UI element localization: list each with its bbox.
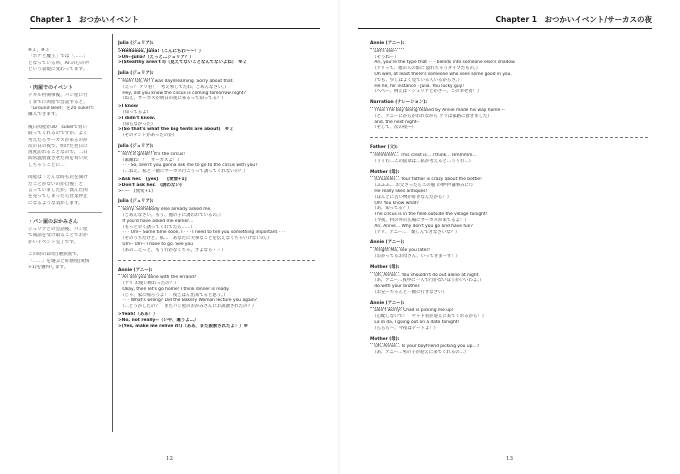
dialogue-line: （もっと早く誘ってくれてたら……） bbox=[118, 224, 195, 230]
dialogue-line: Ari, you're the type that · · · blends into someone else's shadow. bbox=[370, 60, 516, 66]
dialogue-line: （でも、少しはよく見ている人いるからさ。） bbox=[370, 77, 463, 83]
speaker-label: Mother (母): bbox=[370, 170, 399, 178]
dialogue-line: （今夜、村の外の広場にサーカスが来てるよ！） bbox=[370, 217, 469, 223]
dialogue-line: Hey, did you know the circus is coming tomorrow night? bbox=[118, 90, 246, 96]
sidebar-note-line: 購入できます。 bbox=[28, 112, 60, 118]
sidebar-note-line: この時の1回目選択肢で、 bbox=[28, 252, 82, 258]
dialogue-line: （知ってるよ） bbox=[118, 109, 151, 115]
dialogue-line: He he, for instance · Julia. You lucky guy! bbox=[370, 83, 464, 89]
dialogue-choice: >Ask her. [yes] [愛情+1] bbox=[118, 176, 187, 182]
dialogue-line: （あ、アニー…夜中に一人で行かないほうがいいわよ。） bbox=[370, 278, 484, 284]
sidebar-note-line: 後日肉屋が30 sukelで買い bbox=[28, 124, 88, 130]
dialogue-line: （えっ？ アリ君！ 考え事してたわ。ごめんなさい。） bbox=[118, 84, 229, 90]
sidebar-note-line: 間常温放置させた肉を買い戻 bbox=[28, 156, 88, 162]
dialogue-line: （アリ、アニー… 楽しんできなさいな？） bbox=[370, 229, 460, 235]
speaker-label: Annie (アニー): bbox=[370, 240, 404, 248]
speaker-label: Mother (母): bbox=[370, 265, 399, 273]
dialogue-line: （わかってるお母さん、いってきまーす！） bbox=[370, 253, 461, 259]
dialogue-line: Isn't it great!! It's the circus! bbox=[118, 151, 186, 157]
dialogue-line: do with your brother. bbox=[370, 284, 421, 290]
sidebar-note-line: くまでに肉屋で会話すると、 bbox=[28, 99, 88, 105]
dialogue-choice: >(Stealthy aren't I)（見えてないことなんてないよね） ※２ bbox=[118, 60, 247, 66]
speaker-row bbox=[118, 68, 323, 79]
speaker-label: Narration (ナレーション): bbox=[370, 100, 427, 108]
left-page-header: Chapter 1 おつかいイベント bbox=[30, 15, 139, 24]
dialogue-line: （心配しないで！ チャド君が迎えに来てくれるから！） bbox=[370, 314, 487, 320]
sidebar-note-line: 考えたらサーカスが来るのが bbox=[28, 137, 88, 143]
dialogue-line: （そのうちだけど、私… あなたに大事なことを伝えなくちゃいけないの。） bbox=[118, 236, 272, 242]
sidebar-note-block bbox=[28, 78, 108, 207]
dialogue-line: · · · So, aren't you gonna ask me to go to the circus with you? bbox=[118, 163, 258, 169]
dialogue-line: （…ねえ、私と一緒にサーカス行こうって誘ってくれないの？） bbox=[118, 169, 248, 175]
sidebar-note-line: という表現に変わってます。 bbox=[28, 66, 88, 72]
dialogue-line: （あ、知ってる？） bbox=[370, 206, 412, 212]
dialogue-choice: >Yeah!（ああ！） bbox=[118, 312, 158, 318]
sidebar-note-block bbox=[28, 48, 108, 73]
dialogue-line: （お兄ーちゃんと一緒に行きなさい） bbox=[370, 289, 447, 295]
dialogue-line: · · · What's wrong? Did the Bakery Woman lecture you again? bbox=[118, 298, 257, 304]
speaker-row bbox=[370, 237, 660, 248]
sidebar-note-line: 「……」を選ぶと好感度[愛情 bbox=[28, 258, 90, 264]
sidebar-note-line: テキル村関事後、パン屋に行 bbox=[28, 93, 88, 99]
dialogue-line: Don't worry! Chad is picking me up! bbox=[370, 308, 454, 314]
sidebar-rule bbox=[28, 212, 102, 213]
sidebar-note-line: しちゃうことに… bbox=[28, 162, 65, 168]
sidebar-note-heading: ・パン屋のおかみさん bbox=[28, 218, 79, 225]
speaker-row bbox=[118, 141, 323, 152]
left-column-divider bbox=[112, 34, 113, 432]
sidebar-note-block bbox=[28, 212, 108, 271]
dialogue-line: （ごめんなさい。もう、他の子に誘われているの。） bbox=[118, 212, 224, 218]
right-page-header: Chapter 1 おつかいイベント/サーカスの夜 bbox=[495, 15, 652, 24]
dialogue-line: （ヘヘー、例えば・ジュリアとかさー。この幸せ者！） bbox=[370, 89, 482, 95]
sidebar-note-line: ジュリアとの会話後、パン屋 bbox=[28, 227, 88, 233]
speaker-label: Father (父): bbox=[370, 145, 398, 153]
speaker-label: Julia (ジュリア): bbox=[118, 144, 154, 152]
dialogue-line: （あの…えっと、もう行かなくちゃ。さよなら・・） bbox=[118, 247, 226, 253]
speaker-row bbox=[370, 262, 660, 273]
speaker-label: Julia (ジュリア): bbox=[118, 41, 154, 49]
dialogue-choice: >Uh--Julia?（えっと…ジュリア？） bbox=[118, 54, 194, 60]
speaker-row bbox=[370, 298, 660, 309]
speaker-label: Annie (アニー): bbox=[370, 41, 404, 49]
dialogue-line: · · · Um-- Some time soon, I · · · I need to tell you something important · · · bbox=[118, 230, 286, 236]
scene-separator bbox=[118, 260, 315, 261]
dialogue-choice: >Helloooo, Julia!（こんにちわ～～！） bbox=[118, 48, 204, 54]
speaker-row bbox=[370, 38, 660, 49]
sidebar-note-line: たことがないのが自慢」と bbox=[28, 181, 84, 187]
sidebar-note-line: 再度訪れることなので、二日 bbox=[28, 150, 88, 156]
dialogue-line: Okay, then let's go home! I think dinner is ready. bbox=[118, 286, 230, 292]
dialogue-line: Oh! You know what? bbox=[370, 200, 419, 206]
dialogue-line: （そうねー） bbox=[370, 54, 399, 60]
dialogue-line: Ari are you done with the errand? bbox=[118, 275, 197, 281]
dialogue-line: （アリって、他の人の影に 隠れちゃうタイプだもの。） bbox=[370, 66, 481, 72]
speaker-row bbox=[370, 334, 660, 345]
sidebar-note-line: 肉屋は「どんな時も店を開け bbox=[28, 175, 88, 181]
dialogue-line: Sorry. Somebody else already asked me. bbox=[118, 207, 212, 213]
speaker-row bbox=[370, 97, 660, 108]
right-page bbox=[340, 0, 680, 474]
dialogue-line: Huh? Oh, Ar! I was daydreaming. Sorry about that. bbox=[118, 78, 234, 84]
speaker-label: Julia (ジュリア): bbox=[118, 199, 154, 207]
dialogue-line: （…どうかしたの？ またパン屋のおかみさんにお説教されたの？） bbox=[118, 304, 257, 310]
dialogue-choice: >(So that's what the big tents are about) ※２ bbox=[118, 127, 234, 133]
speaker-label: Annie (アニー): bbox=[370, 301, 404, 309]
speaker-row bbox=[370, 142, 660, 153]
dialogue-line: （知らなかった） bbox=[118, 121, 156, 127]
sidebar-note-line: になるような気がします。 bbox=[28, 200, 83, 206]
sidebar-rule bbox=[28, 78, 102, 79]
dialogue-line: If you'd have asked me earlier… bbox=[118, 218, 194, 224]
dialogue-line: Let's see-- bbox=[370, 48, 397, 54]
dialogue-line: （ららら～、今夜はデートよ！） bbox=[370, 325, 439, 331]
dialogue-line: （うぅむ…この紋章は…私が考えると…うぅむ…） bbox=[370, 158, 474, 164]
dialogue-line: Hmmmm… This crest is… I think… Hmmmm… bbox=[370, 152, 477, 158]
speaker-label: Mother (母): bbox=[370, 337, 399, 345]
sidebar-note-line: で商品を受け取ることでおか bbox=[28, 233, 88, 239]
speaker-row bbox=[118, 196, 323, 207]
sidebar-note-line: +1]を獲得します。 bbox=[28, 264, 69, 270]
right-header-rule bbox=[358, 28, 652, 29]
left-sidebar-notes bbox=[28, 48, 108, 428]
speaker-label: Julia (ジュリア): bbox=[118, 71, 154, 79]
sidebar-note-line: を売ってしまったら営業停止 bbox=[28, 194, 88, 200]
dialogue-line: Oh well, at least there's someone who sees some good in you. bbox=[370, 71, 512, 77]
dialogue-line: （ほんとに古い物が好きなんだから！） bbox=[370, 194, 452, 200]
dialogue-line: Alright Ma, see you later! bbox=[370, 248, 431, 254]
left-dialogue-column bbox=[118, 38, 323, 329]
dialogue-line: （あ、アニー…男の子が迎えに来てくれるの…） bbox=[370, 350, 469, 356]
dialogue-line: Ari, Annie… Why don't you go and have fun? bbox=[370, 223, 473, 229]
dialogue-choice: >Don't ask her. (誘わない) bbox=[118, 182, 182, 188]
dialogue-line: （ねえ、サーカスが明日の夜に来るって知ってる？） bbox=[118, 96, 226, 102]
dialogue-choice: >I didn't know. bbox=[118, 115, 156, 121]
dialogue-line: （じゃ、家に帰ろうよ！ 夜ごはん出来てると思う。） bbox=[118, 292, 228, 298]
scene-separator bbox=[370, 137, 648, 138]
right-dialogue-column bbox=[370, 38, 660, 356]
speaker-label: Annie (アニー): bbox=[118, 268, 152, 276]
sidebar-note-line: 「Ground Beef」を20 sukelで bbox=[28, 106, 95, 112]
sidebar-note-line: 「ポケと魔王」では「……」 bbox=[28, 54, 88, 60]
dialogue-line: (Chuckle)… Your father is crazy about the bottle! bbox=[370, 177, 482, 183]
speaker-row bbox=[118, 265, 323, 276]
left-header-rule bbox=[30, 28, 320, 29]
speaker-row bbox=[118, 38, 323, 49]
sidebar-note-line: ※２、※３ bbox=[28, 48, 50, 53]
dialogue-line: （ふふふ… お父さったらこの瓶 の夢中!蒲事みに!） bbox=[370, 183, 476, 189]
dialogue-choice: >(Yes, make me relive it!)（ああ、また説教されたよ！）※ bbox=[118, 323, 248, 329]
dialogue-choice: >I know bbox=[118, 104, 138, 110]
sidebar-note-line: 取ってくれるのですが、よく bbox=[28, 131, 88, 137]
sidebar-note-heading: ・肉屋でのイベント bbox=[28, 85, 74, 92]
sidebar-note-line: 次の日の夜で、明けた翌日に bbox=[28, 143, 88, 149]
dialogue-line: He really likes antiques! bbox=[370, 188, 428, 194]
dialogue-line: （素敵ね！！ サーカスよ！） bbox=[118, 157, 182, 163]
dialogue-line: Thus The boy being teased by Annie made his way home -- bbox=[370, 107, 505, 113]
dialogue-line: （アリ お使い終わったの？） bbox=[118, 281, 179, 287]
sidebar-note-line: かいイベント完了です。 bbox=[28, 239, 79, 245]
dialogue-line: （そのテントがあったのか） bbox=[118, 133, 178, 139]
dialogue-line: Oh, Annie… Is your boyfriend picking you up…? bbox=[370, 344, 480, 350]
dialogue-line: La di da, I going out on a date tonight! bbox=[370, 320, 460, 326]
dialogue-line: Um-- Um-- I have to go. See you bbox=[118, 241, 194, 247]
dialogue-line: The circus is in the field outside the village tonight! bbox=[370, 212, 488, 218]
dialogue-line: and, the next night-- bbox=[370, 119, 420, 125]
dialogue-line: Oh, Annie… You shouldn't do out alone at night. bbox=[370, 272, 480, 278]
sidebar-note-line: 言っていましたが、僕んだ肉 bbox=[28, 187, 88, 193]
left-page-number: 12 bbox=[166, 456, 173, 462]
right-page-number: 13 bbox=[506, 456, 513, 462]
dialogue-choice: >----- [無愛+1] bbox=[118, 188, 153, 194]
sidebar-note-line: となっている所、Ar.の心の声 bbox=[28, 60, 90, 66]
dialogue-line: （そして、次の夜―） bbox=[370, 125, 417, 131]
dialogue-choice: >No, not really--（いや、違うよ…） bbox=[118, 317, 199, 323]
dialogue-line: （と、アニーにからかわれながら アリは家路に着きました） bbox=[370, 113, 492, 119]
speaker-row bbox=[370, 167, 660, 178]
